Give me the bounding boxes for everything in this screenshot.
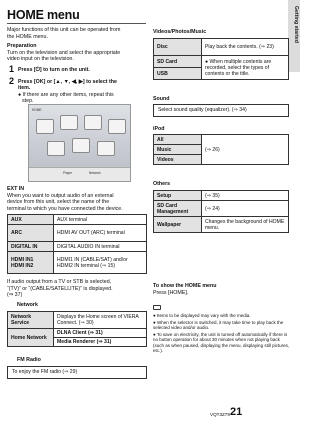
- table-cell: Videos: [154, 155, 202, 165]
- table-cell: Home Network: [8, 329, 54, 347]
- home-menu-screenshot: [28, 104, 131, 182]
- table-cell: (⇒ 35): [202, 191, 289, 201]
- document-code: VQT3Z79: [210, 412, 230, 417]
- table-row: [154, 201, 289, 217]
- table-row: [8, 252, 147, 274]
- table-cell: SD Card: [154, 56, 202, 68]
- table-cell: DLNA Client (⇒ 31): [54, 329, 147, 338]
- show-home-heading: To show the HOME menu: [153, 283, 217, 289]
- ext-in-heading: EXT IN: [7, 186, 25, 192]
- table-cell: (⇒ 24): [202, 201, 289, 217]
- sound-box: [153, 104, 289, 117]
- sound-text: Select sound quality (equalizer). (⇒ 34): [158, 107, 247, 113]
- note-item-3: ● To save on electricity, the unit is turned off automatically if there is no button operation for about 30 minutes when not playing back (such as when paused, displaying the menu, displaying still pictures, etc.).: [153, 332, 290, 353]
- table-row: [154, 217, 289, 233]
- page-title: HOME menu: [7, 8, 80, 22]
- step-2-sub-2: step.: [22, 98, 34, 104]
- page-number: 21: [230, 406, 243, 418]
- step-1-number: 1: [9, 64, 15, 74]
- table-cell: Setup: [154, 191, 202, 201]
- radio-icon: [47, 141, 65, 156]
- note-item-1: ● Items to be displayed may vary with the media.: [153, 313, 251, 318]
- disc-icon: [36, 119, 54, 134]
- ext-in-line-3: terminal to which you have connected the device.: [7, 205, 123, 212]
- table-cell: DIGITAL AUDIO IN terminal: [54, 242, 147, 252]
- table-row: [8, 242, 147, 252]
- ipod-table: [153, 134, 289, 165]
- preparation-line-1: Turn on the television and select the appropriate: [7, 49, 121, 56]
- ext-in-line-2: device from this unit, select the name of the: [7, 199, 110, 206]
- table-cell: All: [154, 135, 202, 145]
- table-row: [8, 329, 147, 338]
- videos-table: [153, 38, 289, 80]
- ext-in-after-2: “(TV)” or “(CABLE/SATELLITE)” is displayed.: [7, 285, 113, 292]
- table-row: [8, 225, 147, 242]
- others-heading: Others: [153, 181, 171, 187]
- section-side-tab-label: Getting started: [293, 6, 299, 43]
- ext-in-table: [7, 214, 147, 274]
- network-icon: [97, 141, 115, 156]
- table-cell: AUX terminal: [54, 215, 147, 225]
- ipod-icon: [108, 119, 126, 134]
- table-row: [8, 312, 147, 329]
- ext-in-line-1: When you want to output audio of an external: [7, 192, 114, 199]
- screen-network-label: Network: [89, 171, 101, 175]
- table-cell: Music: [154, 145, 202, 155]
- title-rule: [7, 23, 146, 24]
- network-table: [7, 311, 147, 347]
- table-cell: Displays the Home screen of VIERA Connect. (⇒ 30): [54, 312, 147, 329]
- table-row: [154, 39, 289, 56]
- videos-heading: Videos/Photos/Music: [153, 29, 207, 35]
- ipod-heading: iPod: [153, 126, 165, 132]
- network-heading: Network: [17, 302, 38, 308]
- step-1-text: Press [⏻] to turn on the unit.: [18, 67, 90, 73]
- table-cell: Wallpaper: [154, 217, 202, 233]
- ext-in-after-1: If audio output from a TV or STB is selected,: [7, 279, 112, 285]
- table-cell: HDMI1 IN (CABLE/SAT) and/or HDMI2 IN terminal (⇒ 15): [54, 252, 147, 274]
- table-cell: HDMI IN1 HDMI IN2: [8, 252, 54, 274]
- screen-bottom-bar: [29, 167, 130, 181]
- screen-player-label: Player: [63, 171, 73, 175]
- table-cell: USB: [154, 68, 202, 80]
- table-cell: HDMI AV OUT (ARC) terminal: [54, 225, 147, 242]
- sound-heading: Sound: [153, 96, 170, 102]
- table-row: [154, 135, 289, 145]
- fm-radio-heading: FM Radio: [17, 357, 41, 363]
- fm-radio-box: [7, 366, 147, 379]
- intro-line-1: Major functions of this unit can be operated from: [7, 27, 121, 33]
- others-table: [153, 190, 289, 233]
- intro-line-2: the HOME menu.: [7, 33, 48, 40]
- table-cell: AUX: [8, 215, 54, 225]
- table-cell: DIGITAL IN: [8, 242, 54, 252]
- step-2-text-1: Press [OK] or [▲, ▼, ◀, ▶] to select the: [18, 79, 117, 85]
- show-home-text: Press [HOME].: [153, 290, 189, 296]
- ext-in-after-3: (⇒ 37): [7, 292, 23, 299]
- step-2-sub-1: ● If there are any other items, repeat this: [18, 92, 114, 98]
- preparation-heading: Preparation: [7, 43, 37, 49]
- table-cell: Disc: [154, 39, 202, 56]
- step-2-text-2: item.: [18, 85, 31, 92]
- table-cell: (⇒ 26): [202, 135, 289, 165]
- note-icon: [153, 305, 161, 310]
- step-2-number: 2: [9, 76, 15, 86]
- table-cell: Play back the contents. (⇒ 23): [202, 39, 289, 56]
- note-item-2: ● When the selector is switched, it may take time to play back the selected video and/or audio.: [153, 320, 284, 331]
- table-cell: ARC: [8, 225, 54, 242]
- table-cell: Changes the background of HOME menu.: [202, 217, 289, 233]
- screen-home-label: HOME: [32, 108, 42, 112]
- table-row: [154, 191, 289, 201]
- table-cell: SD Card Management: [154, 201, 202, 217]
- table-row: [154, 56, 289, 68]
- preparation-line-2: video input on the television.: [7, 56, 74, 63]
- table-cell: Network Service: [8, 312, 54, 329]
- ext-in-icon: [72, 138, 90, 153]
- table-cell: Media Renderer (⇒ 31): [54, 338, 147, 347]
- usb-icon: [84, 115, 102, 130]
- table-row: [8, 215, 147, 225]
- table-cell: ● When multiple contents are recorded, select the types of contents or the title.: [202, 56, 289, 80]
- sd-card-icon: [60, 115, 78, 130]
- fm-radio-text: To enjoy the FM radio (⇒ 29): [12, 369, 78, 375]
